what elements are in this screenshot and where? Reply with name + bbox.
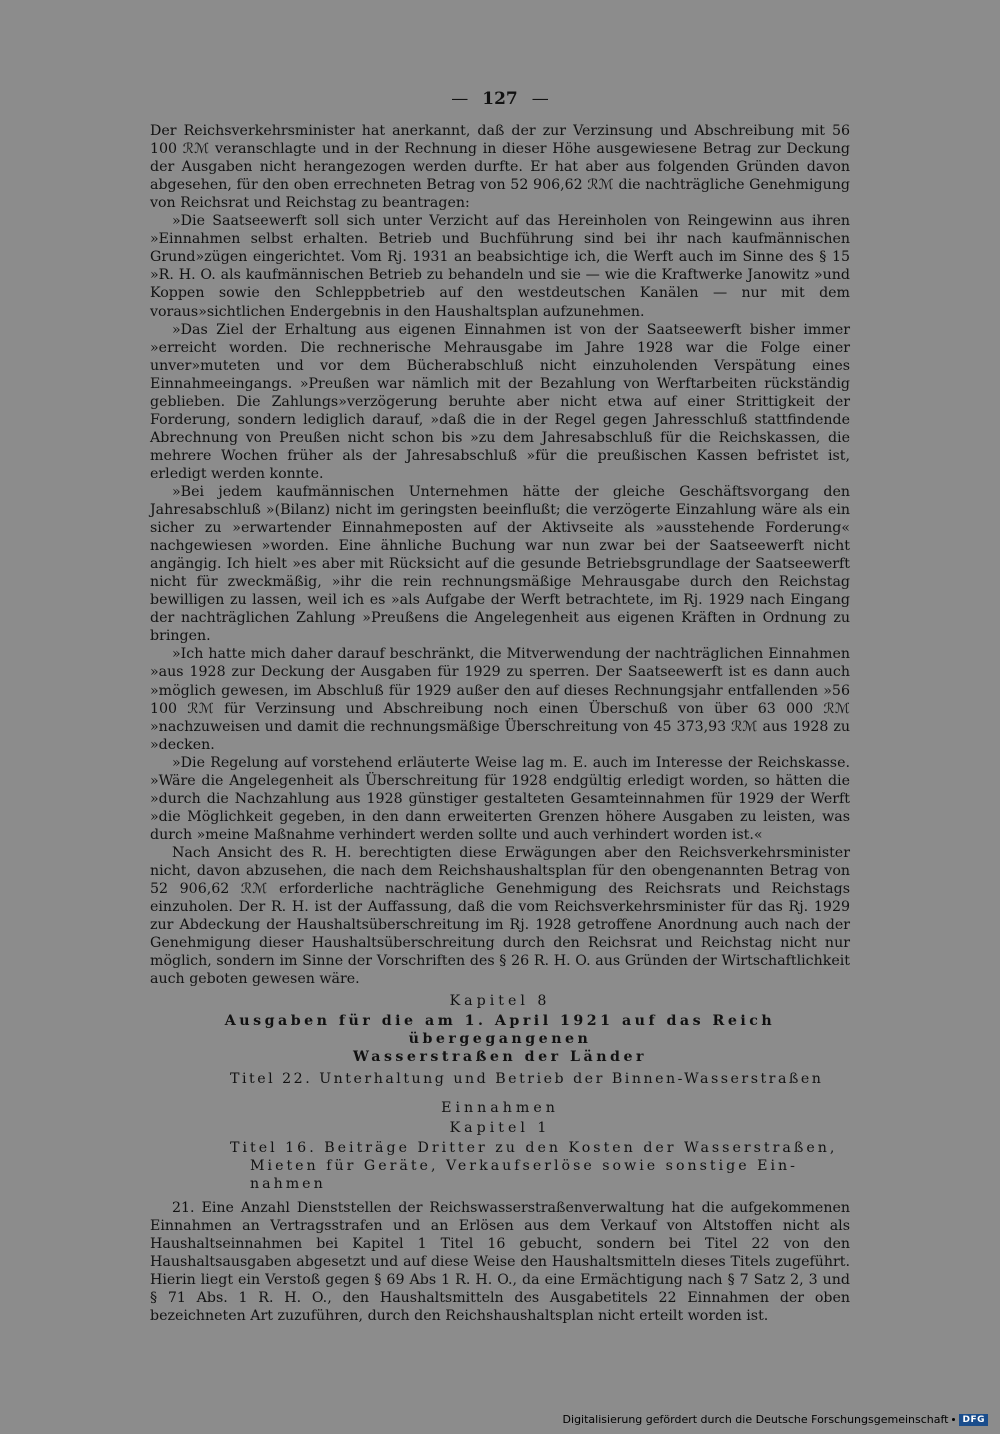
einnahmen-heading: Einnahmen — [441, 1099, 559, 1116]
kapitel-1-heading: Kapitel 1 — [449, 1119, 551, 1136]
paragraph-quote-5: »Die Regelung auf vorstehend erläuterte Weise lag m. E. auch im Interesse der Reichskasse. »Wäre die Angelegenheit als Überschreitung für 1928 endgültig erledigt worden, so hätten die »durch die Nachzahlung aus 1928 günstiger gestalteten Gesamteinnahmen für 1929 der Werft »die Möglichkeit gegeben, in den dann erweiterten Grenzen höhere Ausgaben zu leisten, was durch »meine Maßnahme verhindert werden sollte und auch verhindert worden ist.« — [150, 754, 850, 843]
document-page — [150, 90, 850, 1325]
paragraph-21: 21. Eine Anzahl Dienststellen der Reichswasserstraßenverwaltung hat die aufgekommenen Einnahmen an Vertragsstrafen und an Erlösen aus dem Verkauf von Altstoffen nicht als Haushaltseinnahmen bei Kapitel 1 Titel 16 gebucht, sondern bei Titel 22 von den Haushaltsausgaben abgesetzt und auf diese Weise den Haushaltsmitteln dieses Titels zugeführt. Hierin liegt ein Verstoß gegen § 69 Abs 1 R. H. O., da eine Ermächtigung nach § 7 Satz 2, 3 und § 71 Abs. 1 R. H. O., den Haushaltsmitteln des Ausgabetitels 22 Einnahmen der oben bezeichneten Art zuzuführen, durch den Reichshaushaltsplan nicht erteilt worden ist. — [150, 1199, 850, 1325]
paragraph-quote-3: »Bei jedem kaufmännischen Unternehmen hätte der gleiche Geschäftsvorgang den Jahresabschluß »(Bilanz) nicht im geringsten beeinflußt; die verzögerte Einzahlung wäre als ein sicher zu »erwartender Einnahmeposten auf der Aktivseite als »ausstehende Forderung« nachgewiesen »worden. Eine ähnliche Buchung war nun zwar bei der Saatseewerft nicht angängig. Ich hielt »es aber mit Rücksicht auf die gesunde Betriebsgrundlage der Saatseewerft nicht für zweckmäßig, »ihr die rein rechnungsmäßige Mehrausgabe durch den Reichstag bewilligen zu lassen, weil ich es »als Aufgabe der Werft betrachtete, im Rj. 1929 nach Eingang der nachträglichen Zahlung »Preußens die Angelegenheit aus eigenen Kräften in Ordnung zu bringen. — [150, 483, 850, 645]
separator-dot — [952, 1418, 955, 1421]
ausgaben-heading-line2: Wasserstraßen der Länder — [353, 1049, 647, 1066]
dfg-logo: DFG — [959, 1414, 988, 1426]
titel-16-heading — [150, 1139, 850, 1193]
kapitel-8-heading: Kapitel 8 — [449, 993, 551, 1010]
titel-22-heading: Titel 22. Unterhaltung und Betrieb der Binnen-Wasserstraßen — [230, 1071, 824, 1088]
titel-16-line1: Titel 16. Beiträge Dritter zu den Kosten der Wasserstraßen, — [230, 1139, 838, 1156]
footer-credit — [563, 1413, 988, 1426]
page-number: — 127 — — [451, 89, 549, 109]
page-number-value: 127 — [482, 89, 518, 109]
paragraph-intro: Der Reichsverkehrsminister hat anerkannt, daß der zur Verzinsung und Abschreibung mit 56 100 ℛℳ veranschlagte und in der Rechnung in dieser Höhe ausgewiesene Betrag zur Deckung der Ausgaben nicht herangezogen werden durfte. Er hat aber aus folgenden Gründen davon abgesehen, für den oben errechneten Betrag von 52 906,62 ℛℳ die nachträgliche Genehmigung von Reichsrat und Reichstag zu beantragen: — [150, 123, 850, 212]
titel-16-line2: Mieten für Geräte, Verkaufserlöse sowie sonstige Ein- — [250, 1157, 798, 1174]
footer-text: Digitalisierung gefördert durch die Deutsche Forschungsgemeinschaft — [562, 1413, 949, 1426]
paragraph-quote-2: »Das Ziel der Erhaltung aus eigenen Einnahmen ist von der Saatseewerft bisher immer »erreicht worden. Die rechnerische Mehrausgabe im Jahre 1928 war die Folge einer unver»muteten und vor dem Bücherabschluß nicht einzuholenden Verspätung eines Einnahmeeingangs. »Preußen war nämlich mit der Bezahlung von Werftarbeiten rückständig geblieben. Die Zahlungs»verzögerung beruhte aber nicht etwa auf einer Strittigkeit der Forderung, sondern lediglich darauf, »daß die in der Regel gegen Jahresschluß stattfindende Abrechnung von Preußen nicht schon bis »zu dem Jahresabschluß für die Reichskassen, die mehrere Wochen früher als der Jahresabschluß »für die preußischen Kassen befristet ist, erledigt werden konnte. — [150, 321, 850, 482]
paragraph-quote-1: »Die Saatseewerft soll sich unter Verzicht auf das Hereinholen von Reingewinn aus ihren »Einnahmen selbst erhalten. Betrieb und Buchführung sind bei ihr nach kaufmännischen Grund»zügen eingerichtet. Vom Rj. 1931 an beabsichtige ich, die Werft auch im Sinne des § 15 »R. H. O. als kaufmännischen Betrieb zu behandeln und sie — wie die Kraftwerke Janowitz »und Koppen sowie den Schleppbetrieb auf den westdeutschen Kanälen — nur mit dem voraus»sichtlichen Endergebnis in den Haushaltsplan aufzunehmen. — [150, 213, 850, 320]
titel-16-line3: nahmen — [250, 1175, 326, 1192]
paragraph-conclusion: Nach Ansicht des R. H. berechtigten diese Erwägungen aber den Reichsverkehrsminister nicht, davon abzusehen, die nach dem Reichshaushaltsplan für den obengenannten Betrag von 52 906,62 ℛℳ erforderliche nachträgliche Genehmigung des Reichsrats und Reichstags einzuholen. Der R. H. ist der Auffassung, daß die vom Reichsverkehrsminister für das Rj. 1929 zur Abdeckung der Haushaltsüberschreitung im Rj. 1928 getroffene Anordnung auch nach der Genehmigung dieser Haushaltsüberschreitung durch den Reichsrat und Reichstag nicht nur möglich, sondern im Sinne der Vorschriften des § 26 R. H. O. aus Gründen der Wirtschaftlichkeit auch geboten gewesen wäre. — [150, 844, 850, 988]
ausgaben-heading-line1: Ausgaben für die am 1. April 1921 auf das Reich übergegangenen — [224, 1013, 776, 1048]
paragraph-quote-4: »Ich hatte mich daher darauf beschränkt, die Mitverwendung der nachträglichen Einnahmen »aus 1928 zur Deckung der Ausgaben für 1929 zu sperren. Der Saatseewerft ist es dann auch »möglich gewesen, im Abschluß für 1929 außer den auf dieses Rechnungsjahr entfallenden »56 100 ℛℳ für Verzinsung und Abschreibung noch einen Überschuß von über 63 000 ℛℳ »nachzuweisen und damit die rechnungsmäßige Überschreitung von 45 373,93 ℛℳ aus 1928 zu »decken. — [150, 646, 850, 753]
